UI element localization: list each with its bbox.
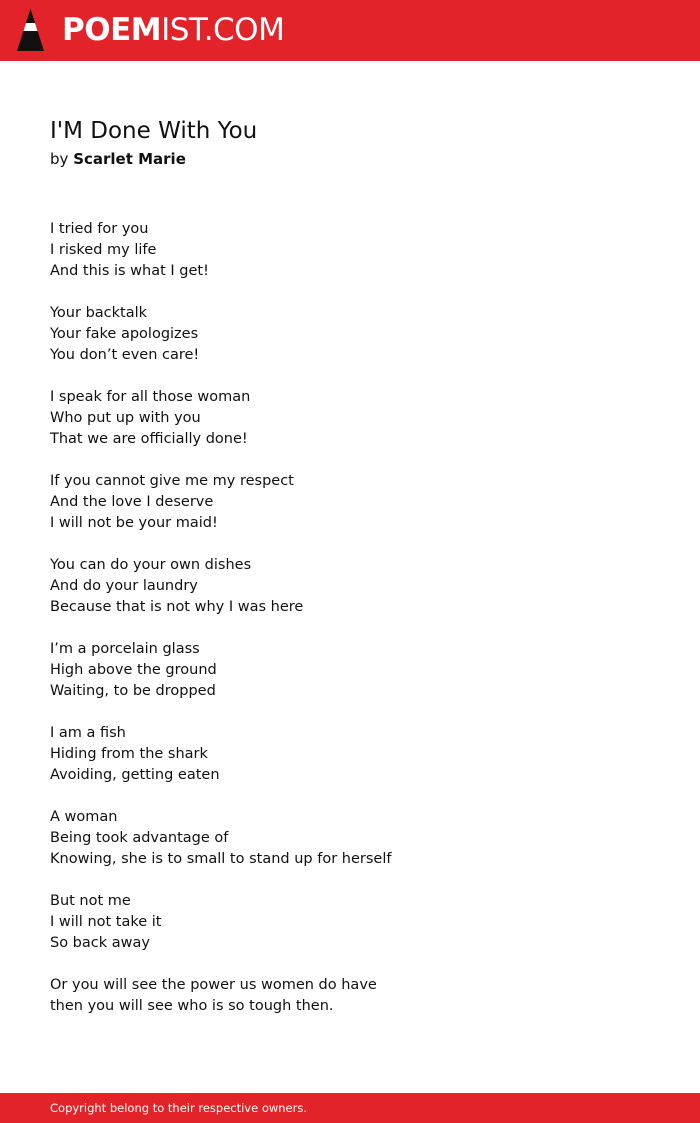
stanza: [50, 303, 650, 366]
stanza: [50, 471, 650, 534]
poem-body: [50, 219, 650, 1038]
poem-line: I tried for you: [50, 221, 149, 237]
poem-line: I will not be your maid!: [50, 515, 218, 531]
poem-line: Knowing, she is to small to stand up for herself: [50, 851, 392, 867]
stanza: [50, 975, 650, 1017]
byline: [50, 148, 186, 170]
stanza: [50, 639, 650, 702]
poem-line: I am a fish: [50, 725, 126, 741]
poem-line: Or you will see the power us women do have: [50, 977, 377, 993]
copyright-text: Copyright belong to their respective owners.: [50, 1101, 308, 1115]
poem-line: I’m a porcelain glass: [50, 641, 200, 657]
poem-line: I risked my life: [50, 242, 157, 258]
stanza: [50, 555, 650, 618]
poem-line: And the love I deserve: [50, 494, 214, 510]
stanza: [50, 891, 650, 954]
poem-line: I speak for all those woman: [50, 389, 251, 405]
poem-line: But not me: [50, 893, 131, 909]
stanza: [50, 387, 650, 450]
site-logo-text[interactable]: [62, 10, 284, 50]
poem-line: I will not take it: [50, 914, 162, 930]
poem-line: Your fake apologizes: [50, 326, 199, 342]
poem-line: You can do your own dishes: [50, 557, 252, 573]
brand-light-text: IST.COM: [161, 12, 285, 48]
poem-line: Because that is not why I was here: [50, 599, 304, 615]
poem-line: Waiting, to be dropped: [50, 683, 216, 699]
brand-bold-text: POEM: [62, 12, 162, 48]
poem-line: That we are officially done!: [50, 431, 248, 447]
poem-line: If you cannot give me my respect: [50, 473, 294, 489]
poem-line: High above the ground: [50, 662, 217, 678]
poem-line: Hiding from the shark: [50, 746, 208, 762]
site-header: [0, 0, 700, 61]
pencil-tip-icon[interactable]: [17, 9, 44, 51]
site-footer: [0, 1093, 700, 1123]
poem-line: A woman: [50, 809, 118, 825]
by-label: by: [50, 150, 69, 168]
stanza: [50, 723, 650, 786]
poem-line: Your backtalk: [50, 305, 148, 321]
poem-line: And this is what I get!: [50, 263, 209, 279]
stanza: [50, 807, 650, 870]
stanza: [50, 219, 650, 282]
poem-line: then you will see who is so tough then.: [50, 998, 334, 1014]
poem-line: Who put up with you: [50, 410, 201, 426]
poem-line: Being took advantage of: [50, 830, 229, 846]
author-name: Scarlet Marie: [73, 150, 186, 168]
poem-line: And do your laundry: [50, 578, 198, 594]
poem-line: So back away: [50, 935, 150, 951]
poem-title: I'M Done With You: [50, 118, 258, 144]
poem-line: Avoiding, getting eaten: [50, 767, 220, 783]
poem-line: You don’t even care!: [50, 347, 200, 363]
